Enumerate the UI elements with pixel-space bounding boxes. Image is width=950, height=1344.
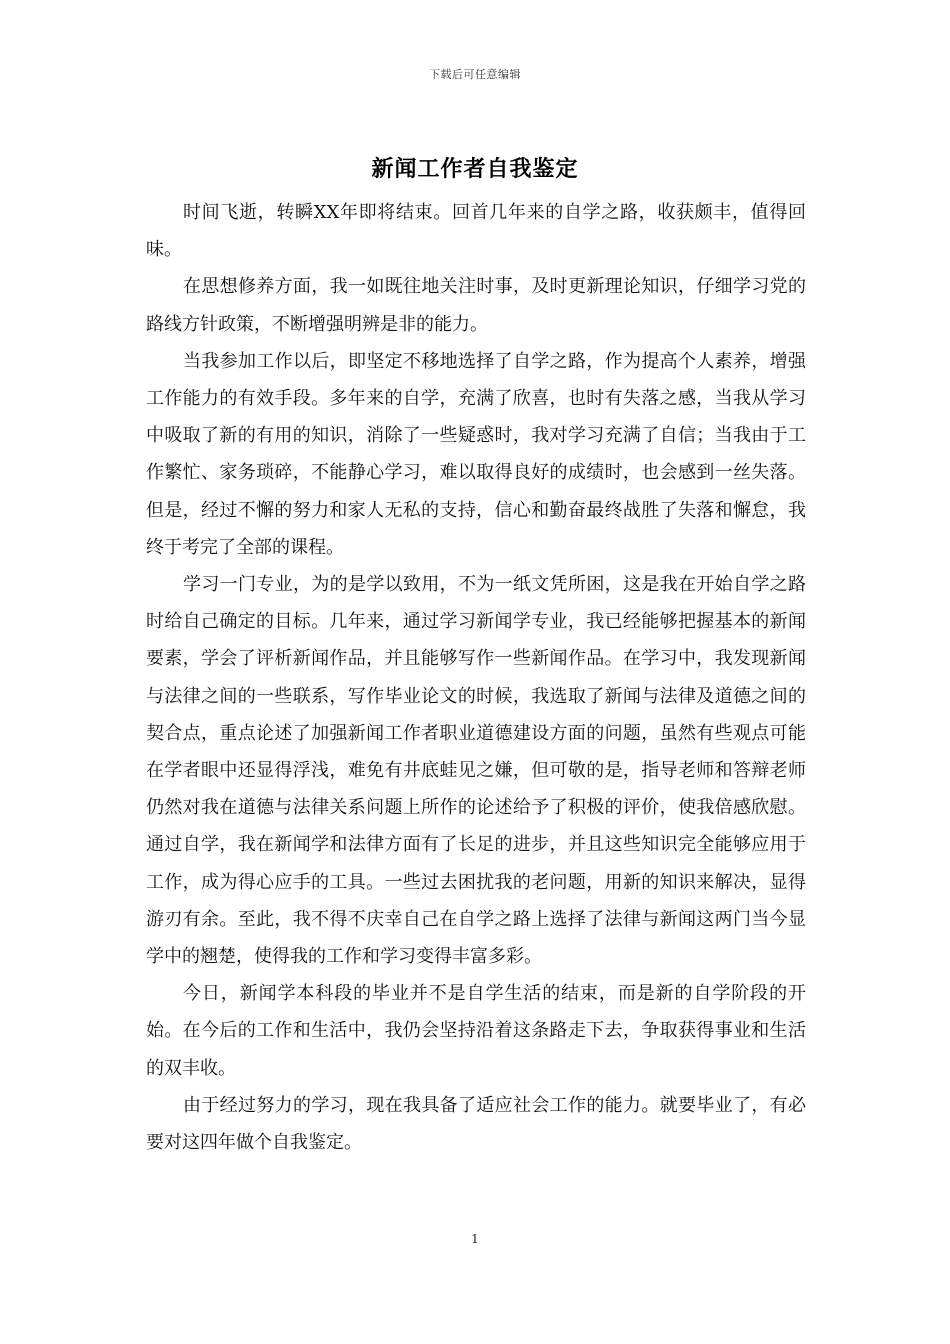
paragraph: 在思想修养方面，我一如既往地关注时事，及时更新理论知识，仔细学习党的路线方针政策，不断增强明辨是非的能力。: [146, 276, 806, 335]
document-title: 新闻工作者自我鉴定: [371, 156, 579, 182]
paragraph: 今日，新闻学本科段的毕业并不是自学生活的结束，而是新的自学阶段的开始。在今后的工作和生活中，我仍会坚持沿着这条路走下去，争取获得事业和生活的双丰收。: [146, 983, 806, 1079]
page-number: 1: [471, 1232, 479, 1246]
paragraph: 当我参加工作以后，即坚定不移地选择了自学之路，作为提高个人素养，增强工作能力的有效手段。多年来的自学，充满了欣喜，也时有失落之感，当我从学习中吸取了新的有用的知识，消除了一些疑惑时，我对学习充满了自信；当我由于工作繁忙、家务琐碎，不能静心学习，难以取得良好的成绩时，也会感到一丝失落。但是，经过不懈的努力和家人无私的支持，信心和勤奋最终战胜了失落和懈怠，我终于考完了全部的课程。: [146, 350, 806, 558]
header-note: 下载后可任意编辑: [429, 68, 521, 81]
document-body: [146, 194, 806, 1161]
paragraph: 时间飞逝，转瞬XX年即将结束。回首几年来的自学之路，收获颇丰，值得回味。: [146, 202, 806, 261]
paragraph: 学习一门专业，为的是学以致用，不为一纸文凭所困，这是我在开始自学之路时给自己确定的目标。几年来，通过学习新闻学专业，我已经能够把握基本的新闻要素，学会了评析新闻作品，并且能够写作一些新闻作品。在学习中，我发现新闻与法律之间的一些联系，写作毕业论文的时候，我选取了新闻与法律及道德之间的契合点，重点论述了加强新闻工作者职业道德建设方面的问题，虽然有些观点可能在学者眼中还显得浮浅，难免有井底蛙见之嫌，但可敬的是，指导老师和答辩老师仍然对我在道德与法律关系问题上所作的论述给予了积极的评价，使我倍感欣慰。通过自学，我在新闻学和法律方面有了长足的进步，并且这些知识完全能够应用于工作，成为得心应手的工具。一些过去困扰我的老问题，用新的知识来解决，显得游刃有余。至此，我不得不庆幸自己在自学之路上选择了法律与新闻这两门当今显学中的翘楚，使得我的工作和学习变得丰富多彩。: [146, 574, 806, 968]
paragraph: 由于经过努力的学习，现在我具备了适应社会工作的能力。就要毕业了，有必要对这四年做个自我鉴定。: [146, 1094, 806, 1154]
